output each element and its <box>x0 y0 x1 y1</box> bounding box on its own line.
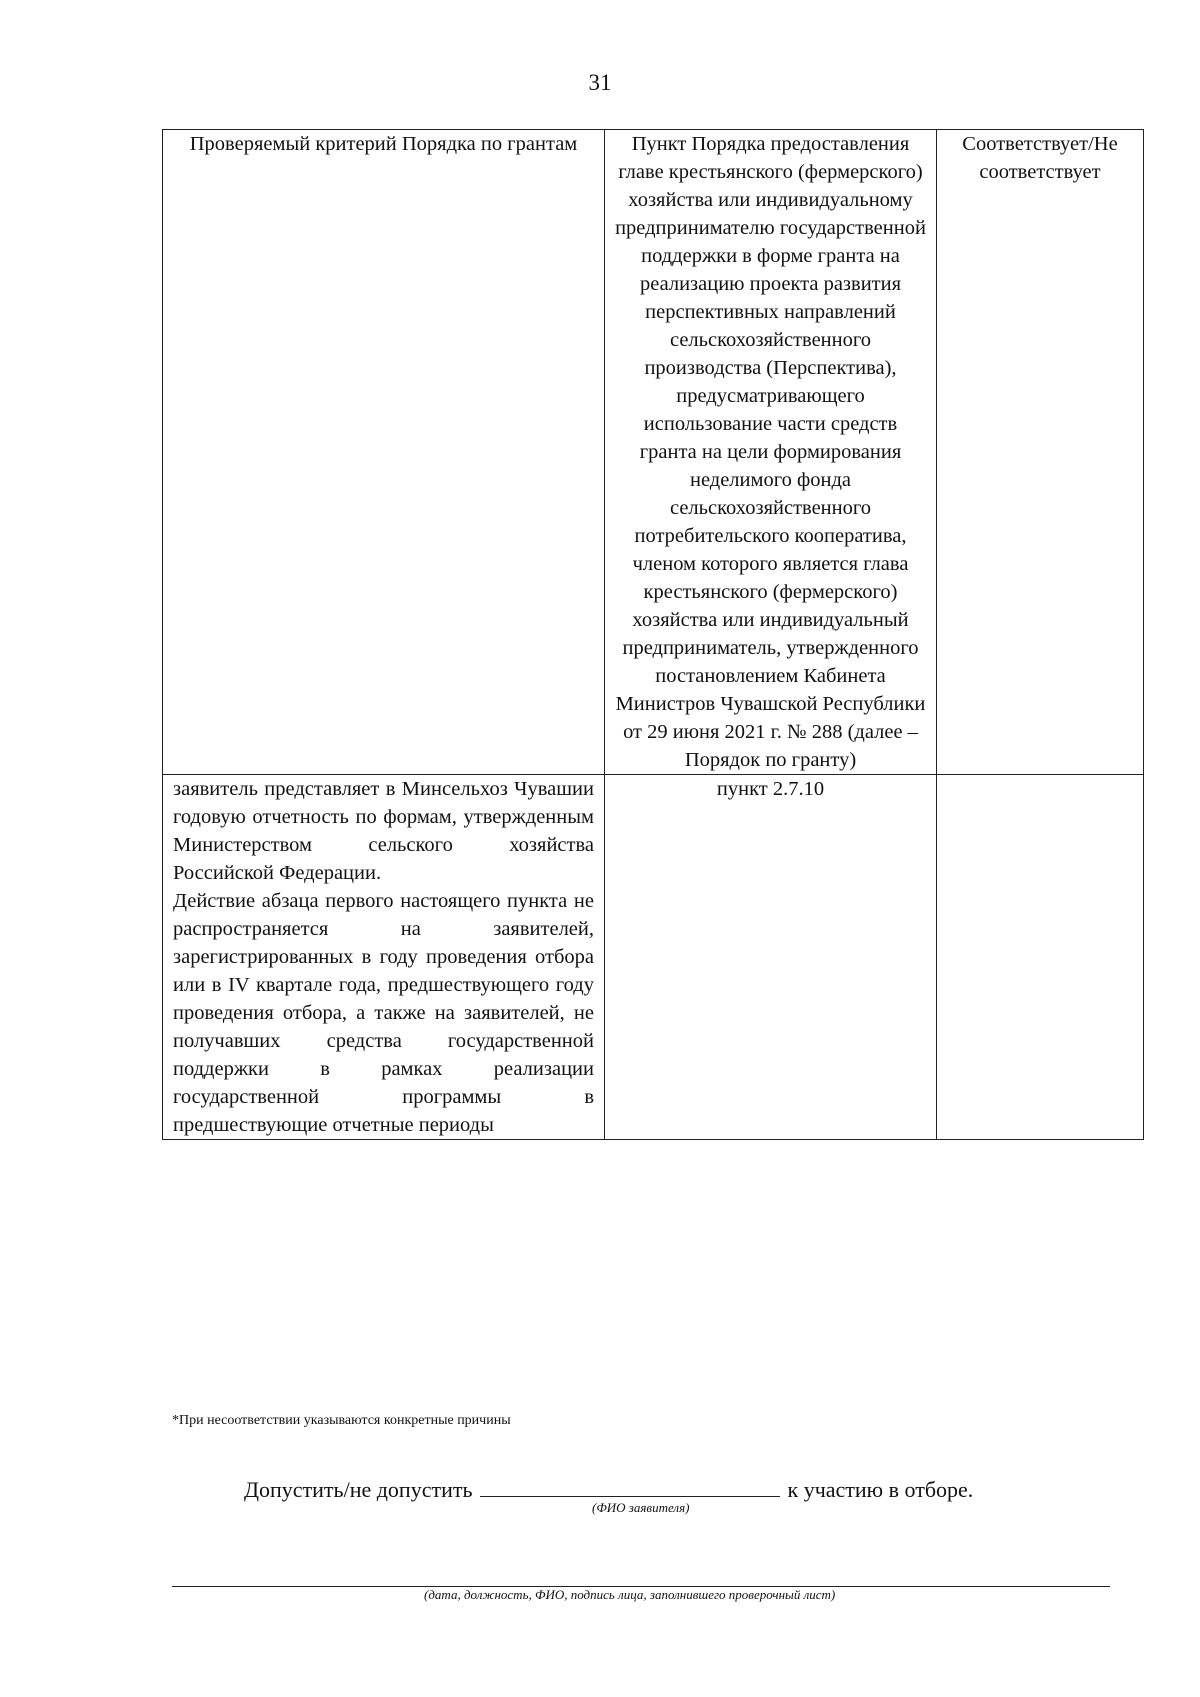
table-header-row <box>163 130 1144 775</box>
header-compliance: Соответствует/Не соответствует <box>937 130 1144 775</box>
clause-cell: пункт 2.7.10 <box>605 775 937 1140</box>
header-clause: Пункт Порядка предоставления главе крестьянского (фермерского) хозяйства или индивидуальному предпринимателю государственной поддержки в форме гранта на реализацию проекта развития перспективных направлений сельскохозяйственного производства (Перспектива), предусматривающего использование части средств гранта на цели формирования неделимого фонда сельскохозяйственного потребительского кооператива, членом которого является глава крестьянского (фермерского) хозяйства или индивидуальный предприниматель, утвержденного постановлением Кабинета Министров Чувашской Республики от 29 июня 2021 г. № 288 (далее – Порядок по гранту) <box>605 130 937 775</box>
table-row <box>163 775 1144 1140</box>
checklist-table <box>162 129 1144 1140</box>
footnote: *При несоответствии указываются конкретные причины <box>172 1413 511 1428</box>
decision-prefix: Допустить/не допустить <box>244 1477 473 1502</box>
applicant-name-blank[interactable] <box>480 1474 780 1497</box>
compliance-cell[interactable] <box>937 775 1144 1140</box>
criterion-cell <box>163 775 605 1140</box>
criterion-paragraph-2: Действие абзаца первого настоящего пункта не распространяется на заявителей, зарегистрированных в году проведения отбора или в IV квартале года, предшествующего году проведения отбора, а также на заявителей, не получавших средства государственной поддержки в рамках реализации государственной программы в предшествующие отчетные периоды <box>173 890 594 1136</box>
applicant-name-caption: (ФИО заявителя) <box>592 1500 690 1515</box>
decision-line <box>244 1474 973 1503</box>
decision-suffix: к участию в отборе. <box>787 1477 974 1502</box>
criterion-paragraph-1: заявитель представляет в Минсельхоз Чувашии годовую отчетность по формам, утвержденным Министерством сельского хозяйства Российской Федерации. <box>173 778 594 884</box>
page-number: 31 <box>588 70 612 95</box>
signature-caption: (дата, должность, ФИО, подпись лица, заполнившего проверочный лист) <box>424 1587 836 1602</box>
header-criterion: Проверяемый критерий Порядка по грантам <box>163 130 605 775</box>
